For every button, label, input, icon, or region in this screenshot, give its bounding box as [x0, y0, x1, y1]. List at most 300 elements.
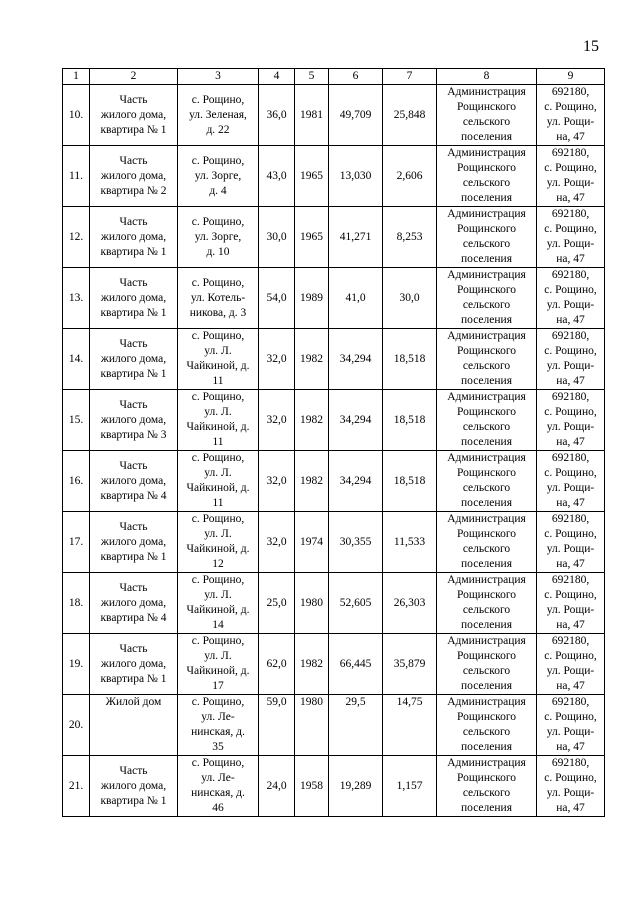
- owner-cell: [437, 329, 537, 390]
- address-cell-line: 17: [212, 680, 224, 692]
- table-body: [63, 85, 605, 817]
- table-row: [63, 451, 605, 512]
- owner-cell-line: сельского: [462, 543, 511, 555]
- table-row: [63, 268, 605, 329]
- object-name-cell-line: жилого дома,: [100, 413, 167, 426]
- address-cell-line: Чайкиной, д.: [186, 604, 250, 616]
- table-row: [63, 756, 605, 817]
- owner-cell-line: поселения: [461, 802, 512, 814]
- year-cell: 1989: [295, 268, 329, 329]
- address-cell-line: д. 10: [206, 245, 230, 258]
- value-col7-cell: 18,518: [383, 451, 437, 512]
- owner-cell-line: сельского: [462, 787, 511, 799]
- value-col6-cell: 29,5: [329, 695, 383, 756]
- area-cell: 36,0: [259, 85, 295, 146]
- table-row: [63, 634, 605, 695]
- object-name-cell-line: Часть: [119, 276, 148, 289]
- value-col6-cell: 34,294: [329, 329, 383, 390]
- owner-cell-line: Рощинского: [456, 101, 517, 113]
- address-cell: [178, 512, 259, 573]
- row-number-cell: 13.: [63, 268, 90, 329]
- object-name-cell-line: жилого дома,: [100, 291, 167, 304]
- address-cell-line: 11: [212, 497, 224, 509]
- object-name-cell-line: жилого дома,: [100, 169, 167, 182]
- address-cell: [178, 268, 259, 329]
- row-number-cell: 11.: [63, 146, 90, 207]
- owner-cell-line: сельского: [462, 421, 511, 433]
- owner-cell-line: Рощинского: [456, 284, 517, 296]
- object-name-cell: [90, 451, 178, 512]
- owner-address-cell-line: с. Рощино,: [544, 650, 597, 662]
- owner-cell-line: сельского: [462, 604, 511, 616]
- object-name-cell-line: квартира № 1: [100, 367, 167, 380]
- owner-cell-line: Рощинского: [456, 162, 517, 174]
- year-cell: 1965: [295, 146, 329, 207]
- owner-cell-line: сельского: [462, 726, 511, 738]
- area-cell: 32,0: [259, 512, 295, 573]
- object-name-cell-line: Часть: [119, 520, 148, 533]
- address-cell-line: ул. Ле-: [201, 772, 235, 784]
- object-name-cell-line: жилого дома,: [100, 108, 167, 121]
- object-name-cell-line: квартира № 3: [100, 428, 167, 441]
- owner-address-cell-line: 692180,: [551, 696, 590, 708]
- area-cell: 54,0: [259, 268, 295, 329]
- owner-cell: [437, 85, 537, 146]
- area-cell: 24,0: [259, 756, 295, 817]
- year-cell: 1981: [295, 85, 329, 146]
- owner-address-cell: [537, 207, 605, 268]
- owner-address-cell-line: ул. Рощи-: [546, 543, 595, 555]
- year-cell: 1982: [295, 634, 329, 695]
- address-cell: [178, 695, 259, 756]
- owner-address-cell-line: 692180,: [551, 452, 590, 464]
- owner-address-cell-line: 692180,: [551, 391, 590, 403]
- value-col7-cell: 8,253: [383, 207, 437, 268]
- row-number-cell: 12.: [63, 207, 90, 268]
- address-cell-line: Чайкиной, д.: [186, 543, 250, 555]
- address-cell-line: Чайкиной, д.: [186, 665, 250, 677]
- owner-cell-line: Рощинского: [456, 467, 517, 479]
- address-cell: [178, 634, 259, 695]
- owner-cell-line: Администрация: [447, 208, 526, 220]
- owner-address-cell-line: с. Рощино,: [544, 711, 597, 723]
- table-row: [63, 207, 605, 268]
- address-cell: [178, 329, 259, 390]
- owner-address-cell-line: 692180,: [551, 147, 590, 159]
- owner-cell-line: поселения: [461, 192, 512, 204]
- owner-address-cell-line: ул. Рощи-: [546, 665, 595, 677]
- owner-address-cell-line: 692180,: [551, 513, 590, 525]
- owner-address-cell: [537, 634, 605, 695]
- object-name-cell: [90, 85, 178, 146]
- owner-cell-line: поселения: [461, 253, 512, 265]
- owner-address-cell-line: на, 47: [556, 497, 585, 509]
- header-cell: 7: [383, 69, 437, 85]
- object-name-cell: [90, 695, 178, 756]
- owner-cell-line: поселения: [461, 619, 512, 631]
- owner-address-cell-line: на, 47: [556, 131, 585, 143]
- object-name-cell-line: Часть: [119, 581, 148, 594]
- header-cell: 8: [437, 69, 537, 85]
- value-col7-cell: 25,848: [383, 85, 437, 146]
- address-cell-line: д. 4: [209, 184, 227, 197]
- value-col7-cell: 18,518: [383, 390, 437, 451]
- address-cell-line: 11: [212, 375, 224, 387]
- owner-address-cell-line: ул. Рощи-: [546, 238, 595, 250]
- owner-address-cell-line: 692180,: [551, 757, 590, 769]
- address-cell-line: ул. Зорге,: [194, 169, 242, 182]
- property-registry-table: [62, 68, 605, 817]
- address-cell-line: Чайкиной, д.: [186, 421, 250, 433]
- area-cell: 59,0: [259, 695, 295, 756]
- object-name-cell-line: квартира № 1: [100, 123, 167, 136]
- owner-cell-line: сельского: [462, 177, 511, 189]
- object-name-cell-line: жилого дома,: [100, 596, 167, 609]
- owner-cell-line: сельского: [462, 665, 511, 677]
- object-name-cell-line: жилого дома,: [100, 779, 167, 792]
- value-col6-cell: 34,294: [329, 451, 383, 512]
- header-cell: 2: [90, 69, 178, 85]
- address-cell: [178, 207, 259, 268]
- owner-address-cell-line: 692180,: [551, 635, 590, 647]
- row-number-cell: 18.: [63, 573, 90, 634]
- object-name-cell-line: квартира № 1: [100, 794, 167, 807]
- object-name-cell-line: Часть: [119, 154, 148, 167]
- object-name-cell-line: Часть: [119, 764, 148, 777]
- address-cell-line: с. Рощино,: [191, 93, 245, 106]
- value-col7-cell: 14,75: [383, 695, 437, 756]
- year-cell: 1982: [295, 451, 329, 512]
- owner-address-cell-line: ул. Рощи-: [546, 787, 595, 799]
- value-col7-cell: 30,0: [383, 268, 437, 329]
- owner-cell-line: сельского: [462, 299, 511, 311]
- owner-cell-line: Администрация: [447, 757, 526, 769]
- object-name-cell: [90, 207, 178, 268]
- owner-cell-line: поселения: [461, 741, 512, 753]
- owner-cell-line: поселения: [461, 314, 512, 326]
- owner-address-cell-line: 692180,: [551, 574, 590, 586]
- value-col6-cell: 41,271: [329, 207, 383, 268]
- year-cell: 1958: [295, 756, 329, 817]
- owner-cell-line: Рощинского: [456, 406, 517, 418]
- table-row: [63, 695, 605, 756]
- address-cell-line: Чайкиной, д.: [186, 360, 250, 372]
- address-cell-line: с. Рощино,: [191, 757, 245, 769]
- owner-cell: [437, 390, 537, 451]
- owner-address-cell: [537, 573, 605, 634]
- address-cell-line: с. Рощино,: [191, 696, 245, 708]
- object-name-cell-line: квартира № 4: [100, 489, 167, 502]
- owner-address-cell-line: на, 47: [556, 375, 585, 387]
- owner-cell-line: сельского: [462, 482, 511, 494]
- owner-cell: [437, 512, 537, 573]
- object-name-cell-line: жилого дома,: [100, 230, 167, 243]
- owner-address-cell-line: с. Рощино,: [544, 772, 597, 784]
- owner-address-cell: [537, 85, 605, 146]
- address-cell-line: никова, д. 3: [189, 306, 247, 319]
- owner-address-cell-line: 692180,: [551, 208, 590, 220]
- address-cell-line: 35: [212, 741, 224, 753]
- page-number: 15: [583, 38, 599, 55]
- value-col7-cell: 1,157: [383, 756, 437, 817]
- area-cell: 30,0: [259, 207, 295, 268]
- value-col6-cell: 52,605: [329, 573, 383, 634]
- row-number-cell: 17.: [63, 512, 90, 573]
- owner-cell-line: поселения: [461, 558, 512, 570]
- owner-address-cell-line: ул. Рощи-: [546, 360, 595, 372]
- address-cell-line: ул. Л.: [204, 589, 232, 601]
- row-number-cell: 16.: [63, 451, 90, 512]
- owner-cell: [437, 207, 537, 268]
- address-cell: [178, 85, 259, 146]
- owner-cell-line: Администрация: [447, 330, 526, 342]
- owner-address-cell-line: ул. Рощи-: [546, 482, 595, 494]
- address-cell: [178, 756, 259, 817]
- owner-cell-line: Администрация: [447, 635, 526, 647]
- value-col7-cell: 18,518: [383, 329, 437, 390]
- address-cell-line: с. Рощино,: [191, 452, 245, 464]
- owner-address-cell-line: ул. Рощи-: [546, 177, 595, 189]
- owner-cell-line: поселения: [461, 497, 512, 509]
- value-col6-cell: 34,294: [329, 390, 383, 451]
- area-cell: 32,0: [259, 451, 295, 512]
- object-name-cell-line: жилого дома,: [100, 657, 167, 670]
- owner-cell-line: Рощинского: [456, 528, 517, 540]
- owner-address-cell-line: на, 47: [556, 253, 585, 265]
- owner-address-cell: [537, 451, 605, 512]
- year-cell: 1980: [295, 573, 329, 634]
- address-cell-line: 11: [212, 436, 224, 448]
- owner-address-cell-line: с. Рощино,: [544, 406, 597, 418]
- owner-address-cell-line: ул. Рощи-: [546, 421, 595, 433]
- address-cell-line: с. Рощино,: [191, 154, 245, 167]
- year-cell: 1982: [295, 329, 329, 390]
- address-cell: [178, 573, 259, 634]
- object-name-cell-line: жилого дома,: [100, 474, 167, 487]
- owner-cell-line: Администрация: [447, 86, 526, 98]
- area-cell: 32,0: [259, 390, 295, 451]
- row-number-cell: 15.: [63, 390, 90, 451]
- owner-address-cell-line: с. Рощино,: [544, 101, 597, 113]
- object-name-cell-line: квартира № 2: [100, 184, 167, 197]
- owner-address-cell-line: на, 47: [556, 802, 585, 814]
- object-name-cell-line: квартира № 1: [100, 550, 167, 563]
- owner-address-cell-line: на, 47: [556, 192, 585, 204]
- object-name-cell-line: квартира № 4: [100, 611, 167, 624]
- owner-cell: [437, 146, 537, 207]
- object-name-cell-line: жилого дома,: [100, 535, 167, 548]
- address-cell-line: ул. Зеленая,: [189, 108, 247, 121]
- address-cell-line: 14: [212, 619, 224, 631]
- object-name-cell-line: Часть: [119, 642, 148, 655]
- owner-address-cell: [537, 329, 605, 390]
- header-cell: 5: [295, 69, 329, 85]
- value-col6-cell: 66,445: [329, 634, 383, 695]
- value-col6-cell: 41,0: [329, 268, 383, 329]
- owner-address-cell-line: ул. Рощи-: [546, 116, 595, 128]
- row-number-cell: 14.: [63, 329, 90, 390]
- address-cell-line: нинская, д.: [191, 726, 245, 738]
- owner-cell-line: Рощинского: [456, 223, 517, 235]
- owner-cell-line: Рощинского: [456, 711, 517, 723]
- object-name-cell: [90, 634, 178, 695]
- object-name-cell-line: Часть: [119, 215, 148, 228]
- owner-cell: [437, 634, 537, 695]
- object-name-cell-line: квартира № 1: [100, 672, 167, 685]
- object-name-cell-line: квартира № 1: [100, 245, 167, 258]
- address-cell-line: с. Рощино,: [191, 391, 245, 403]
- value-col7-cell: 26,303: [383, 573, 437, 634]
- header-cell: 1: [63, 69, 90, 85]
- owner-address-cell-line: ул. Рощи-: [546, 604, 595, 616]
- value-col6-cell: 30,355: [329, 512, 383, 573]
- address-cell-line: ул. Л.: [204, 345, 232, 357]
- object-name-cell: [90, 329, 178, 390]
- owner-address-cell-line: с. Рощино,: [544, 284, 597, 296]
- owner-address-cell-line: с. Рощино,: [544, 528, 597, 540]
- address-cell-line: ул. Л.: [204, 467, 232, 479]
- owner-cell-line: Администрация: [447, 391, 526, 403]
- owner-cell-line: Администрация: [447, 269, 526, 281]
- value-col7-cell: 11,533: [383, 512, 437, 573]
- row-number-cell: 19.: [63, 634, 90, 695]
- owner-cell: [437, 268, 537, 329]
- address-cell-line: с. Рощино,: [191, 276, 245, 289]
- owner-cell-line: сельского: [462, 360, 511, 372]
- owner-cell-line: Администрация: [447, 513, 526, 525]
- owner-address-cell-line: с. Рощино,: [544, 589, 597, 601]
- address-cell-line: ул. Зорге,: [194, 230, 242, 243]
- owner-address-cell-line: с. Рощино,: [544, 345, 597, 357]
- owner-cell-line: Рощинского: [456, 345, 517, 357]
- owner-address-cell-line: на, 47: [556, 741, 585, 753]
- owner-cell-line: Рощинского: [456, 772, 517, 784]
- owner-cell-line: Рощинского: [456, 589, 517, 601]
- address-cell-line: с. Рощино,: [191, 574, 245, 586]
- owner-address-cell: [537, 756, 605, 817]
- owner-address-cell-line: 692180,: [551, 86, 590, 98]
- owner-address-cell: [537, 268, 605, 329]
- owner-cell-line: поселения: [461, 375, 512, 387]
- row-number-cell: 21.: [63, 756, 90, 817]
- address-cell-line: 12: [212, 558, 224, 570]
- address-cell-line: с. Рощино,: [191, 215, 245, 228]
- owner-cell-line: поселения: [461, 131, 512, 143]
- address-cell: [178, 390, 259, 451]
- object-name-cell: [90, 390, 178, 451]
- address-cell: [178, 451, 259, 512]
- area-cell: 43,0: [259, 146, 295, 207]
- address-cell-line: ул. Л.: [204, 528, 232, 540]
- object-name-cell: [90, 573, 178, 634]
- header-cell: 6: [329, 69, 383, 85]
- owner-address-cell-line: с. Рощино,: [544, 162, 597, 174]
- address-cell-line: д. 22: [206, 123, 230, 136]
- area-cell: 25,0: [259, 573, 295, 634]
- owner-address-cell-line: 692180,: [551, 330, 590, 342]
- owner-cell-line: Администрация: [447, 696, 526, 708]
- table-row: [63, 573, 605, 634]
- value-col7-cell: 2,606: [383, 146, 437, 207]
- owner-cell: [437, 573, 537, 634]
- address-cell-line: нинская, д.: [191, 787, 245, 799]
- value-col6-cell: 49,709: [329, 85, 383, 146]
- owner-cell-line: сельского: [462, 238, 511, 250]
- area-cell: 32,0: [259, 329, 295, 390]
- table-row: [63, 85, 605, 146]
- owner-address-cell-line: с. Рощино,: [544, 467, 597, 479]
- object-name-cell: [90, 756, 178, 817]
- owner-address-cell: [537, 512, 605, 573]
- owner-address-cell-line: на, 47: [556, 436, 585, 448]
- owner-cell-line: Администрация: [447, 147, 526, 159]
- owner-cell-line: сельского: [462, 116, 511, 128]
- object-name-cell: [90, 512, 178, 573]
- object-name-cell-line: Часть: [119, 337, 148, 350]
- row-number-cell: 20.: [63, 695, 90, 756]
- table-row: [63, 329, 605, 390]
- year-cell: 1965: [295, 207, 329, 268]
- table-row: [63, 390, 605, 451]
- owner-cell-line: Администрация: [447, 574, 526, 586]
- object-name-cell-line: Часть: [119, 459, 148, 472]
- address-cell-line: ул. Котель-: [190, 291, 246, 304]
- table-row: [63, 512, 605, 573]
- value-col6-cell: 13,030: [329, 146, 383, 207]
- row-number-cell: 10.: [63, 85, 90, 146]
- address-cell-line: 46: [212, 802, 224, 814]
- header-cell: 3: [178, 69, 259, 85]
- address-cell-line: с. Рощино,: [191, 330, 245, 342]
- owner-cell-line: Администрация: [447, 452, 526, 464]
- year-cell: 1974: [295, 512, 329, 573]
- owner-cell-line: поселения: [461, 436, 512, 448]
- header-cell: 9: [537, 69, 605, 85]
- owner-cell: [437, 451, 537, 512]
- owner-cell-line: поселения: [461, 680, 512, 692]
- area-cell: 62,0: [259, 634, 295, 695]
- year-cell: 1980: [295, 695, 329, 756]
- address-cell-line: ул. Л.: [204, 650, 232, 662]
- address-cell-line: ул. Ле-: [201, 711, 235, 723]
- address-cell-line: ул. Л.: [204, 406, 232, 418]
- address-cell-line: с. Рощино,: [191, 635, 245, 647]
- owner-address-cell-line: ул. Рощи-: [546, 299, 595, 311]
- owner-address-cell-line: с. Рощино,: [544, 223, 597, 235]
- object-name-cell-line: Часть: [119, 93, 148, 106]
- value-col6-cell: 19,289: [329, 756, 383, 817]
- object-name-cell: [90, 146, 178, 207]
- owner-address-cell: [537, 146, 605, 207]
- header-cell: 4: [259, 69, 295, 85]
- object-name-cell-line: Жилой дом: [105, 696, 162, 708]
- object-name-cell-line: квартира № 1: [100, 306, 167, 319]
- owner-address-cell-line: на, 47: [556, 558, 585, 570]
- owner-address-cell: [537, 390, 605, 451]
- owner-address-cell-line: на, 47: [556, 619, 585, 631]
- object-name-cell: [90, 268, 178, 329]
- owner-address-cell: [537, 695, 605, 756]
- value-col7-cell: 35,879: [383, 634, 437, 695]
- header-row: [63, 69, 605, 85]
- address-cell: [178, 146, 259, 207]
- object-name-cell-line: жилого дома,: [100, 352, 167, 365]
- owner-address-cell-line: 692180,: [551, 269, 590, 281]
- table-row: [63, 146, 605, 207]
- owner-cell: [437, 756, 537, 817]
- year-cell: 1982: [295, 390, 329, 451]
- owner-address-cell-line: на, 47: [556, 680, 585, 692]
